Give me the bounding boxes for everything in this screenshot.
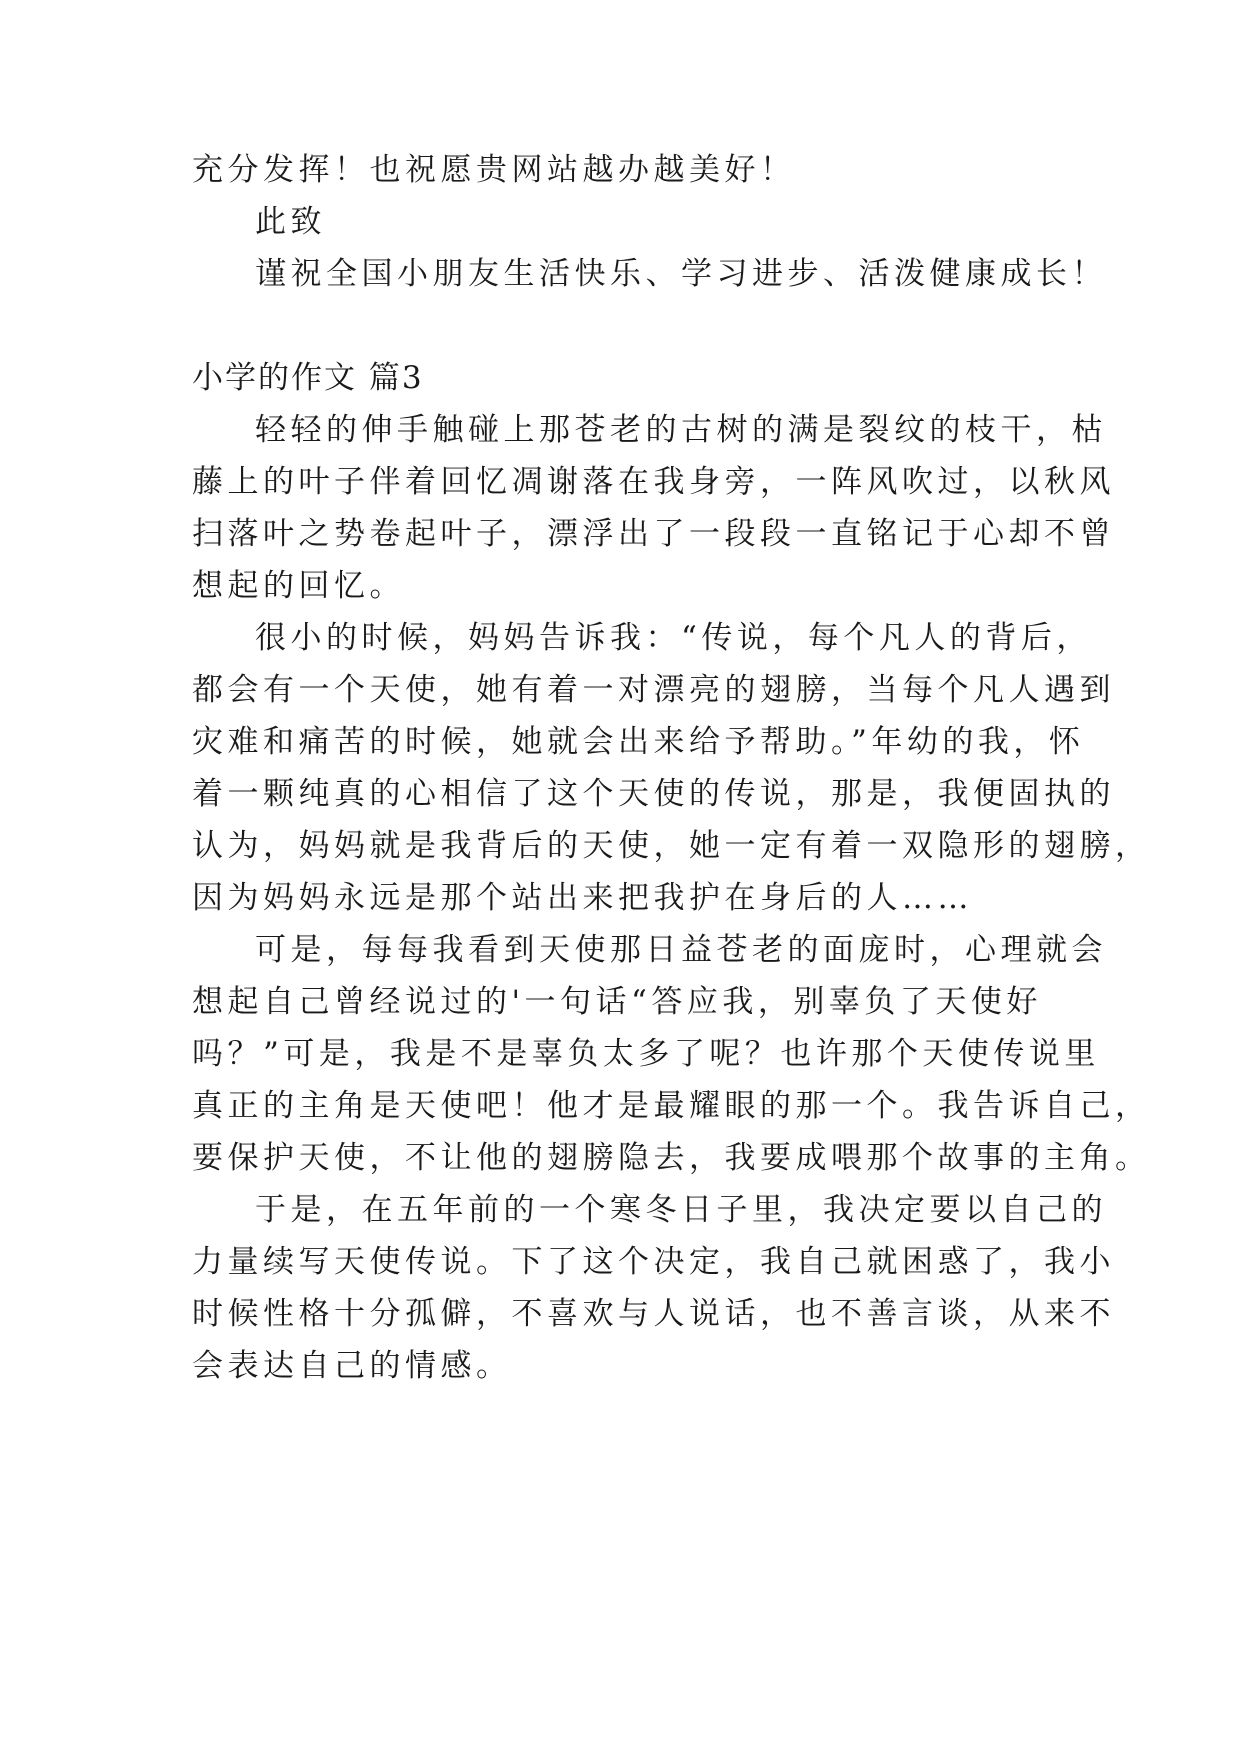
paragraph-line: 认为，妈妈就是我背后的天使，她一定有着一双隐形的翅膀， bbox=[192, 828, 1151, 864]
paragraph-line: 会表达自己的情感。 bbox=[192, 1348, 512, 1384]
paragraph-line: 扫落叶之势卷起叶子，漂浮出了一段段一直铭记于心却不曾 bbox=[192, 516, 1115, 552]
paragraph-line: 着一颗纯真的心相信了这个天使的传说，那是，我便固执的 bbox=[192, 776, 1115, 812]
paragraph-line: 于是，在五年前的一个寒冬日子里，我决定要以自己的 bbox=[255, 1192, 1107, 1228]
closing-line: 此致 bbox=[255, 204, 326, 240]
paragraph-line: 可是，每每我看到天使那日益苍老的面庞时，心理就会 bbox=[255, 932, 1107, 968]
paragraph-line: 力量续写天使传说。下了这个决定，我自己就困惑了，我小 bbox=[192, 1244, 1115, 1280]
section-title: 小学的作文 篇3 bbox=[192, 360, 424, 396]
paragraph-line: 想起自己曾经说过的'一句话“答应我，别辜负了天使好 bbox=[192, 984, 1042, 1020]
paragraph-line: 很小的时候，妈妈告诉我：“传说，每个凡人的背后， bbox=[255, 620, 1092, 656]
paragraph-line: 轻轻的伸手触碰上那苍老的古树的满是裂纹的枝干，枯 bbox=[255, 412, 1107, 448]
paragraph-line: 想起的回忆。 bbox=[192, 568, 405, 604]
paragraph-line: 吗？”可是，我是不是辜负太多了呢？也许那个天使传说里 bbox=[192, 1036, 1100, 1072]
paragraph-line: 因为妈妈永远是那个站出来把我护在身后的人…… bbox=[192, 880, 973, 916]
paragraph-line: 时候性格十分孤僻，不喜欢与人说话，也不善言谈，从来不 bbox=[192, 1296, 1115, 1332]
text-line: 谨祝全国小朋友生活快乐、学习进步、活泼健康成长！ bbox=[255, 256, 1107, 292]
paragraph-line: 灾难和痛苦的时候，她就会出来给予帮助。”年幼的我，怀 bbox=[192, 724, 1085, 760]
paragraph-line: 真正的主角是天使吧！他才是最耀眼的那一个。我告诉自己， bbox=[192, 1088, 1151, 1124]
paragraph-line: 都会有一个天使，她有着一对漂亮的翅膀，当每个凡人遇到 bbox=[192, 672, 1115, 708]
text-line: 充分发挥！也祝愿贵网站越办越美好！ bbox=[192, 152, 796, 188]
paragraph-line: 要保护天使，不让他的翅膀隐去，我要成喂那个故事的主角。 bbox=[192, 1140, 1151, 1176]
paragraph-line: 藤上的叶子伴着回忆凋谢落在我身旁，一阵风吹过，以秋风 bbox=[192, 464, 1115, 500]
